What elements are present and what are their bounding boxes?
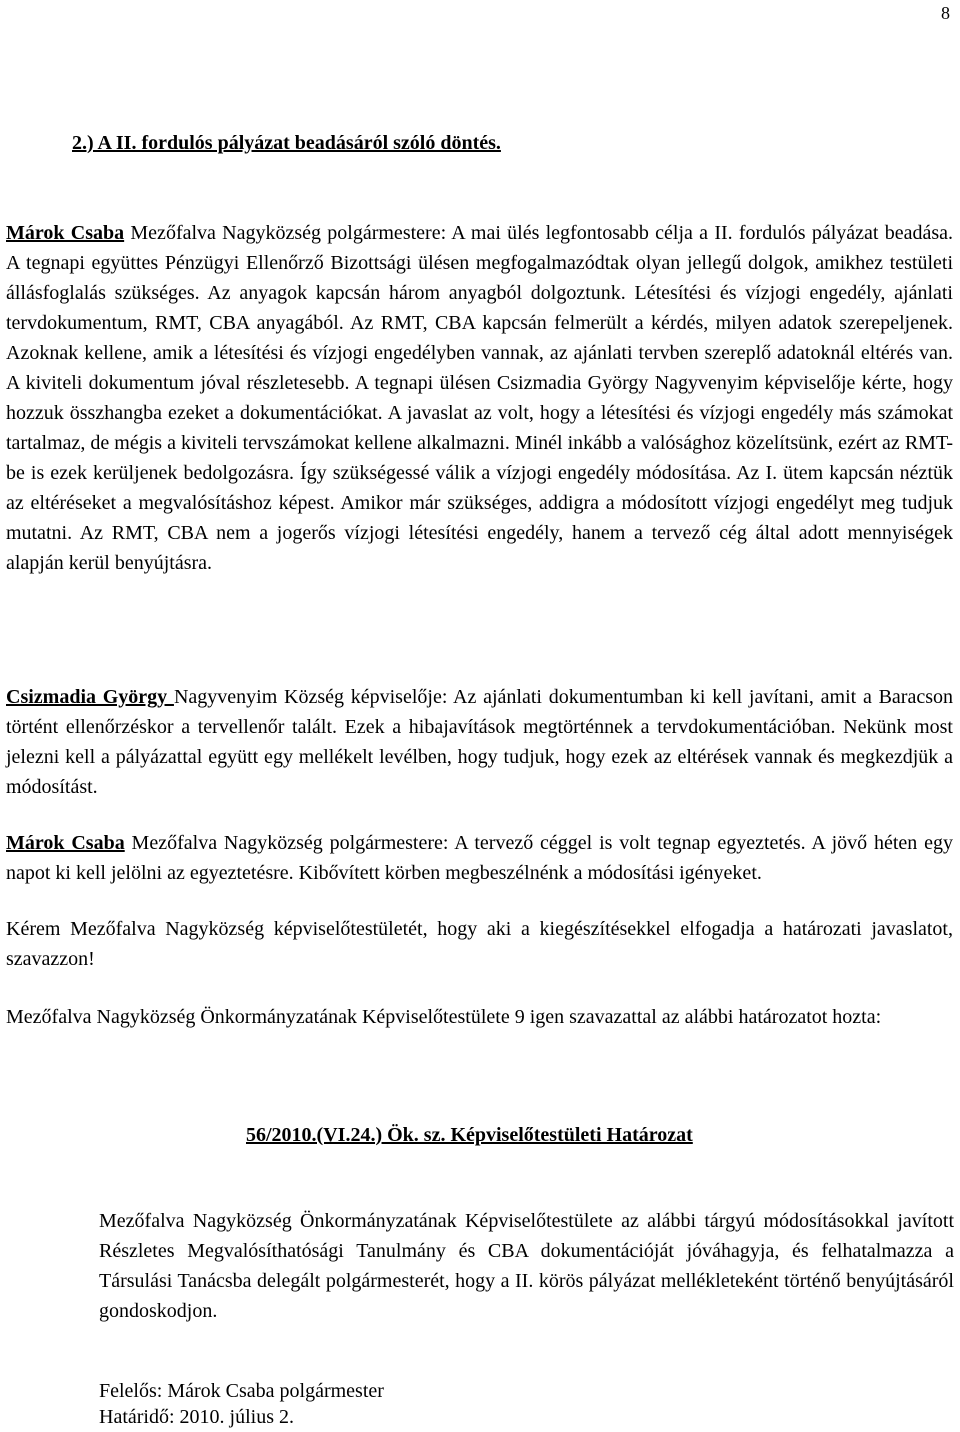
resolution-text: Mezőfalva Nagyközség Önkormányzatának Képviselőtestülete az alábbi tárgyú módosításokkal javított Részletes Megvalósíthatósági Tanulmány és CBA dokumentációját jóváhagyja, és felhatalmazza a Társulási Tanácsba delegált polgármesterét, hogy a II. körös pályázat mellékleteként történő benyújtásáról gondoskodjon. [99,1210,954,1322]
paragraph-text: Az ajánlati dokumentumban ki kell javítani, amit a Baracson történt ellenőrzéskor a tervellenőr talált. Ezek a hibajavítások megtörténnek a tervdokumentációban. Nekünk most jelezni kell a pályázattal együtt egy mellékelt levélben, hogy tudjuk, hogy ezek az eltérések vannak és megkezdjük a módosítást. [6,686,954,798]
vote-statement: Mezőfalva Nagyközség Önkormányzatának Képviselőtestülete 9 igen szavazattal az alábbi határozatot hozta: [6,1006,882,1028]
paragraph-marok-1 [6,218,953,578]
paragraph-text: A tervező céggel is volt tegnap egyeztetés. A jövő héten egy napot ki kell jelölni az egyeztetésre. Kibővített körben megbeszélnénk a módosítási igényeket. [6,832,953,884]
paragraph-marok-2 [6,828,953,888]
page-number: 8 [941,3,950,23]
responsible-line: Felelős: Márok Csaba polgármester [99,1380,384,1402]
speaker-name: Csizmadia György [6,686,174,708]
section-heading: 2.) A II. fordulós pályázat beadásáról szóló döntés. [72,132,501,154]
speaker-role: Nagyvenyim Község képviselője: [173,686,454,708]
paragraph-text: A mai ülés legfontosabb célja a II. fordulós pályázat beadása. A tegnapi együttes Pénzügyi Ellenőrző Bizottsági ülésen megfogalmazódtak olyan jellegű dolgok, amikhez testületi állásfoglalás szükséges. Az anyagok kapcsán három anyagból dolgoztunk. Létesítési és vízjogi engedély, ajánlati tervdokumentum, RMT, CBA anyagából. Az RMT, CBA kapcsán felmerült a kérdés, milyen adatok szerepeljenek. Azoknak kellene, amik a létesítési és vízjogi engedélyben vannak, az ajánlati tervben szereplő adatoknál eltérés van. A kiviteli dokumentum jóval részletesebb. A tegnapi ülésen Csizmadia György Nagyvenyim képviselője kérte, hogy hozzuk összhangba ezeket a dokumentációkat. A javaslat az volt, hogy a létesítési és vízjogi engedély más számokat tartalmaz, de mégis a kiviteli tervszámokat kellene alkalmazni. Minél inkább a valósághoz közelítsünk, ezért az RMT-be is ezek kerüljenek bedolgozásra. Így szükségessé válik a vízjogi engedély módosítása. Az I. ütem kapcsán néztük az eltéréseket a megvalósításhoz képest. Amikor már szükséges, addigra a módosított vízjogi engedélyt meg tudjuk mutatni. Az RMT, CBA nem a jogerős vízjogi létesítési engedély, hanem a tervező cég által adott mennyiségek alapján kerül benyújtásra. [6,222,953,574]
speaker-name: Márok Csaba [6,832,125,854]
speaker-name: Márok Csaba [6,222,125,244]
paragraph-request: Kérem Mezőfalva Nagyközség képviselőtestületét, hogy aki a kiegészítésekkel elfogadja a határozati javaslatot, szavazzon! [6,918,953,970]
resolution-title: 56/2010.(VI.24.) Ök. sz. Képviselőtestületi Határozat [246,1124,693,1146]
deadline-line: Határidő: 2010. július 2. [99,1406,294,1428]
speaker-role: Mezőfalva Nagyközség polgármestere: [124,832,455,854]
speaker-role: Mezőfalva Nagyközség polgármestere: [124,222,452,244]
paragraph-csizmadia [6,682,953,802]
